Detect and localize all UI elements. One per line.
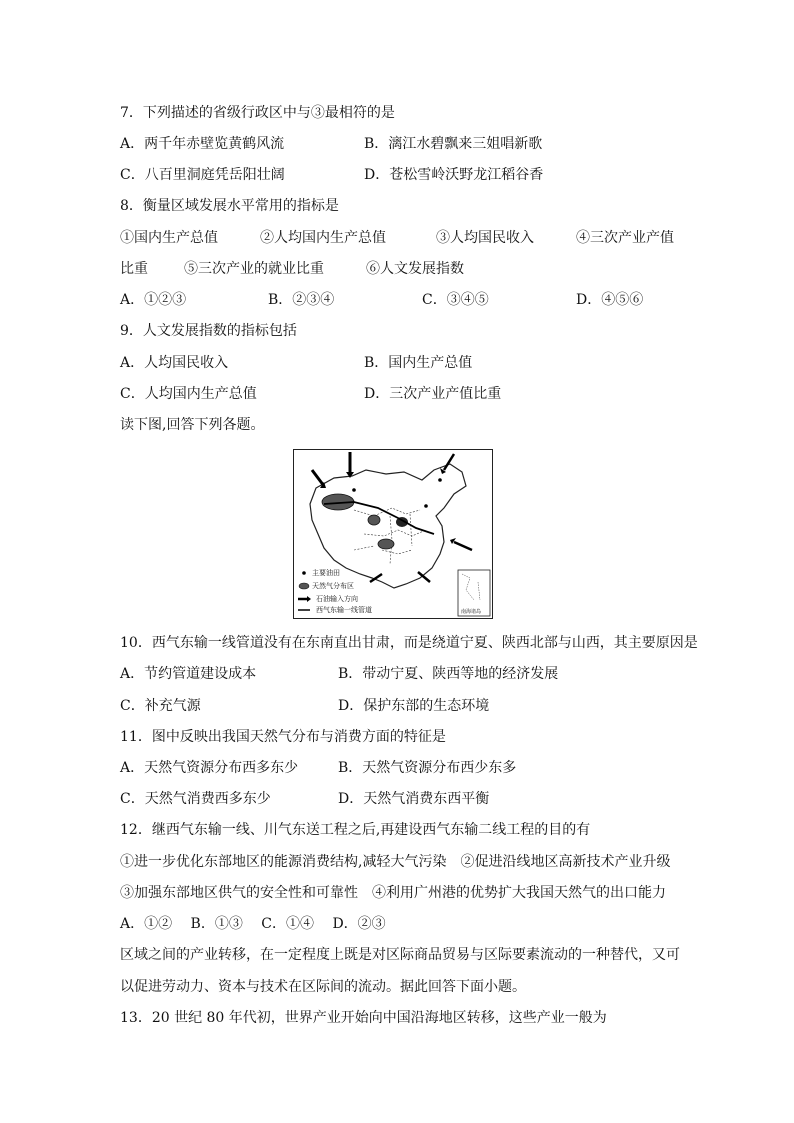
q8-item-6: ⑥人文发展指数 (366, 261, 464, 277)
q11-option-b: B．天然气资源分布西少东多 (338, 760, 517, 776)
q9-option-a: A．人均国民收入 (120, 355, 229, 371)
q11-option-a: A．天然气资源分布西多东少 (120, 760, 299, 776)
oil-import-arrow (444, 454, 454, 470)
q7-option-d: D．苍松雪岭沃野龙江稻谷香 (364, 167, 544, 183)
oil-import-arrow (418, 572, 430, 582)
q11-option-d: D．天然气消费东西平衡 (338, 791, 490, 807)
inset-label: 南海诸岛 (461, 609, 482, 615)
q13-stem: 13．20 世纪 80 年代初，世界产业开始向中国沿海地区转移，这些产业一般为 (120, 1010, 607, 1026)
legend-arrowhead (307, 596, 311, 602)
q10-stem: 10．西气东输一线管道没有在东南直出甘肃，而是绕道宁夏、陕西北部与山西，其主要原因是 (120, 635, 698, 651)
q7-option-a: A．两千年赤壁览黄鹤风流 (120, 136, 285, 152)
q10-option-d: D．保护东部的生态环境 (338, 698, 490, 714)
q8-item-4: ④三次产业产值 (576, 230, 674, 246)
q9-option-d: D．三次产业产值比重 (364, 386, 502, 402)
china-gas-pipeline-map (293, 449, 493, 619)
province-borders (354, 508, 426, 564)
map-intro: 读下图,回答下列各题。 (120, 417, 265, 433)
q8-stem: 8．衡量区域发展水平常用的指标是 (120, 198, 339, 214)
q8-item-3: ③人均国民收入 (436, 230, 534, 246)
legend-gas-symbol (299, 583, 309, 589)
legend-oil-symbol (302, 571, 306, 575)
q12-items-line1: ①进一步优化东部地区的能源消费结构,减轻大气污染 ②促进沿线地区高新技术产业升级 (120, 854, 671, 870)
legend-gas-label: 天然气分布区 (312, 582, 354, 590)
q7-option-b: B．漓江水碧飘来三姐唱新歌 (364, 136, 543, 152)
oil-import-arrow (312, 470, 324, 486)
q10-option-a: A．节约管道建设成本 (120, 666, 257, 682)
q8-item-4-cont: 比重 (120, 261, 148, 277)
q9-stem: 9．人文发展指数的指标包括 (120, 323, 297, 339)
oil-field-dot (424, 504, 428, 508)
q10-option-c: C．补充气源 (120, 698, 201, 714)
q7-option-c: C．八百里洞庭凭岳阳壮阔 (120, 167, 285, 183)
q7-stem: 7．下列描述的省级行政区中与③最相符的是 (120, 105, 395, 121)
china-map-illustration (294, 450, 492, 618)
q8-item-2: ②人均国内生产总值 (260, 230, 386, 246)
oil-field-dot (438, 478, 442, 482)
q11-stem: 11．图中反映出我国天然气分布与消费方面的特征是 (120, 729, 446, 745)
passage-line-1: 区域之间的产业转移，在一定程度上既是对区际商品贸易与区际要素流动的一种替代，又可 (120, 947, 680, 963)
q8-item-1: ①国内生产总值 (120, 230, 218, 246)
oil-import-arrow (454, 542, 472, 550)
gas-field-sichuan (378, 539, 394, 549)
gas-field-qaidam (368, 515, 380, 525)
passage-line-2: 以促进劳动力、资本与技术在区际间的流动。据此回答下面小题。 (120, 979, 526, 995)
q12-options: A．①② B．①③ C．①④ D．②③ (120, 916, 386, 932)
q12-items-line2: ③加强东部地区供气的安全性和可靠性 ④利用广州港的优势扩大我国天然气的出口能力 (120, 885, 666, 901)
q8-item-5: ⑤三次产业的就业比重 (184, 261, 324, 277)
oil-field-dot (352, 488, 356, 492)
q8-option-c: C．③④⑤ (422, 292, 489, 308)
q12-stem: 12．继西气东输一线、川气东送工程之后,再建设西气东输二线工程的目的有 (120, 822, 591, 838)
legend-pipeline-label: 西气东输一线管道 (316, 606, 372, 614)
q9-option-c: C．人均国内生产总值 (120, 386, 257, 402)
q9-option-b: B．国内生产总值 (364, 355, 473, 371)
q11-option-c: C．天然气消费西多东少 (120, 791, 271, 807)
q8-option-a: A．①②③ (120, 292, 187, 308)
q10-option-b: B．带动宁夏、陕西等地的经济发展 (338, 666, 559, 682)
legend-oil-label: 主要油田 (312, 569, 340, 577)
q8-option-d: D．④⑤⑥ (576, 292, 644, 308)
legend-arrow-label: 石油输入方向 (316, 595, 358, 603)
q8-option-b: B．②③④ (268, 292, 335, 308)
